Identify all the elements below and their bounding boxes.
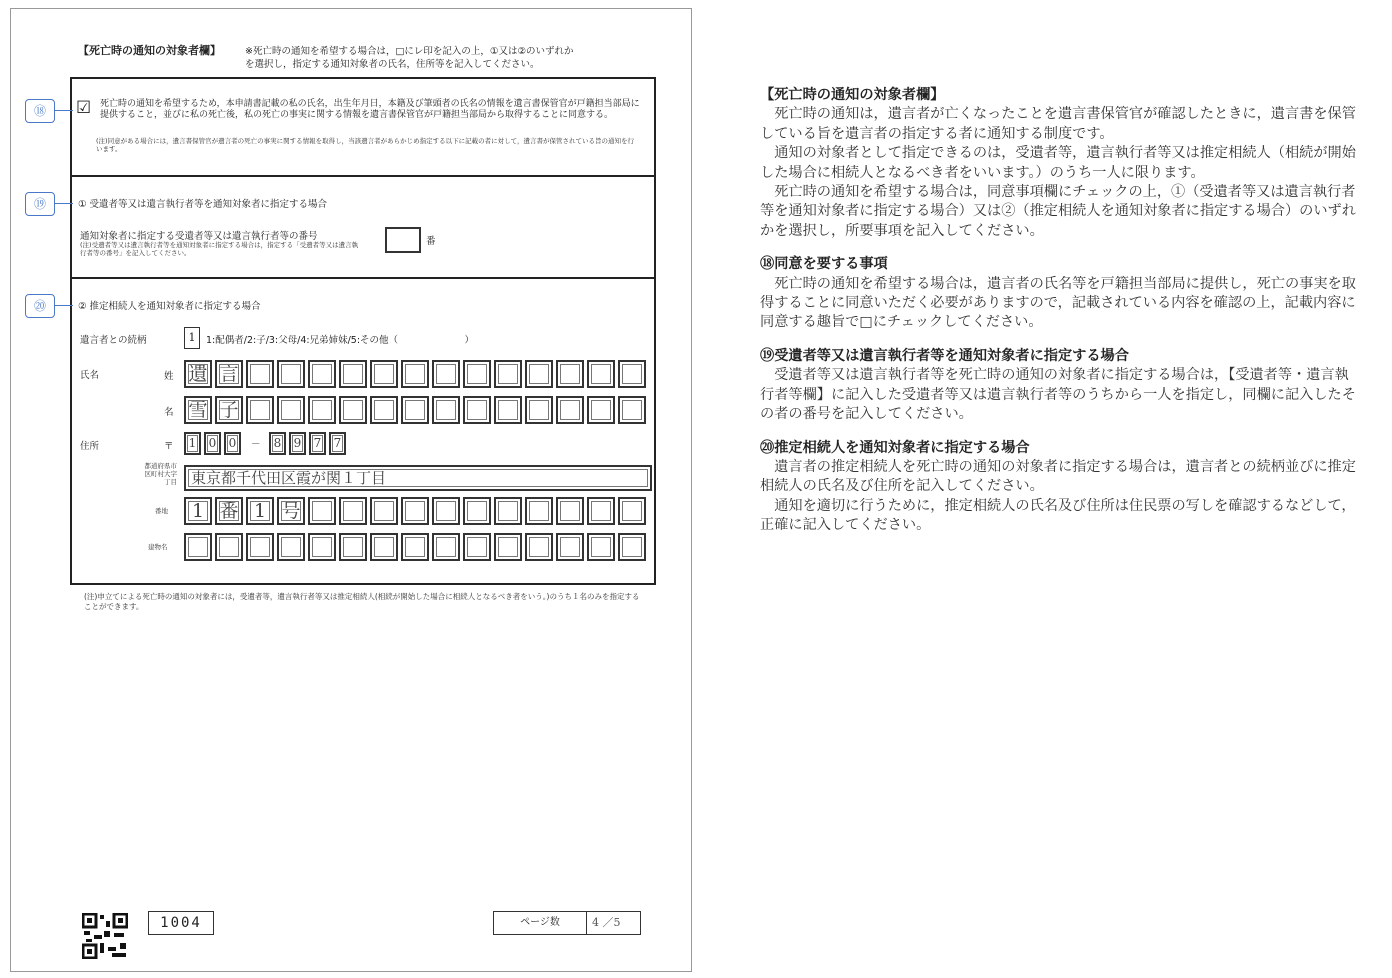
divider (70, 175, 654, 177)
banchi-cell[interactable] (525, 497, 553, 525)
recipient-number-input[interactable] (385, 227, 421, 253)
given-name-cell[interactable] (432, 396, 460, 424)
banchi-cell[interactable] (339, 497, 367, 525)
banchi-cell[interactable] (401, 497, 429, 525)
guide-paragraph: 死亡時の通知は，遺言者が亡くなったことを遺言書保管官が確認したときに，遺言書を保管している旨を遺言者の指定する者に通知する制度です。 (760, 106, 1356, 142)
banchi-cell[interactable] (432, 497, 460, 525)
postal-mark: 〒 (164, 441, 174, 452)
given-name-cell[interactable] (494, 396, 522, 424)
surname-cell[interactable] (432, 360, 460, 388)
given-name-cell[interactable] (370, 396, 398, 424)
banchi-cell[interactable]: 番 (215, 497, 243, 525)
given-name-cell[interactable] (246, 396, 274, 424)
surname-cell[interactable]: 遺 (184, 360, 212, 388)
form-header-note-2: を選択し，指定する通知対象者の氏名，住所等を記入してください。 (245, 59, 540, 70)
postal-code-second-cell[interactable]: 8 (269, 432, 286, 455)
form-code-number: 1004 (148, 911, 214, 935)
banchi-cell[interactable] (618, 497, 646, 525)
given-name-cell[interactable] (401, 396, 429, 424)
building-cell[interactable] (308, 533, 336, 561)
guide-title: 【死亡時の通知の対象者欄】 (760, 87, 945, 103)
page-count-label: ページ数 (494, 912, 587, 934)
prefecture-input[interactable]: 東京都千代田区霞が関１丁目 (184, 465, 652, 491)
banchi-cell[interactable]: 1 (246, 497, 274, 525)
form-header-title: 【死亡時の通知の対象者欄】 (78, 44, 221, 57)
banchi-cell[interactable]: 1 (184, 497, 212, 525)
badge-19: ⑲ (25, 192, 55, 216)
number-suffix: 番 (426, 236, 436, 247)
given-name-label: 名 (164, 407, 174, 418)
guide-s20-text-2: 通知を適切に行うために，推定相続人の氏名及び住所は住民票の写しを確認するなどして，正確に記入してください。 (760, 497, 1356, 534)
banchi-cell[interactable] (463, 497, 491, 525)
given-name-cell[interactable] (525, 396, 553, 424)
consent-checkbox[interactable]: ☑ (76, 98, 92, 118)
building-cell[interactable] (246, 533, 274, 561)
building-label: 建物名 (148, 543, 168, 551)
section-20-title: ② 推定相続人を通知対象者に指定する場合 (78, 301, 261, 312)
surname-label: 姓 (164, 371, 174, 382)
guide-s19-text: 受遺者等又は遺言執行者等を死亡時の通知の対象者に指定する場合は，【受遺者等・遺言執行者等欄】に記入した受遺者等又は遺言執行者等のうちから一人を指定し，同欄に記入したその者の番号を記入してください。 (760, 367, 1356, 423)
badge-20: ⑳ (25, 294, 55, 318)
building-cell[interactable] (494, 533, 522, 561)
postal-code-first-cell[interactable]: 0 (204, 432, 221, 455)
surname-cell[interactable] (339, 360, 367, 388)
guide-paragraph: 通知の対象者として指定できるのは，受遺者等，遺言執行者等又は推定相続人（相続が開始した場合に相続人となるべき者をいいます。）のうち一人に限ります。 (760, 145, 1356, 181)
postal-code-second-cell[interactable]: 7 (329, 432, 346, 455)
building-cell[interactable] (432, 533, 460, 561)
postal-code-first-cell[interactable]: 0 (224, 432, 241, 455)
building-cell[interactable] (401, 533, 429, 561)
relation-options: 1:配偶者/2:子/3:父母/4:兄弟姉妹/5:その他（ ） (206, 335, 475, 346)
building-cell[interactable] (184, 533, 212, 561)
building-cell[interactable] (277, 533, 305, 561)
banchi-cell[interactable] (494, 497, 522, 525)
section-19-title: ① 受遺者等又は遺言執行者等を通知対象者に指定する場合 (78, 199, 328, 210)
given-name-cell[interactable] (463, 396, 491, 424)
guide-s20-title: ⑳推定相続人を通知対象者に指定する場合 (760, 439, 1030, 456)
recipient-number-label: 通知対象者に指定する受遺者等又は遺言執行者等の番号 (80, 231, 318, 242)
guide-s18-title: ⑱同意を要する事項 (760, 256, 888, 273)
relation-input[interactable]: 1 (184, 327, 200, 349)
postal-code-first-cell[interactable]: 1 (184, 432, 201, 455)
building-cell[interactable] (215, 533, 243, 561)
given-name-cell[interactable]: 雪 (184, 396, 212, 424)
surname-cell[interactable] (556, 360, 584, 388)
page-count-box (493, 911, 641, 935)
consent-text: 死亡時の通知を希望するため，本申請書記載の私の氏名，出生年月日，本籍及び筆頭者の氏名の情報を遺言書保管官が戸籍担当部局に提供すること，並びに私の死亡後，私の死亡の事実に関する情報を遺言書保管官が戸籍担当部局から取得することに同意する。 (100, 99, 640, 120)
building-cell[interactable] (525, 533, 553, 561)
surname-cell[interactable] (370, 360, 398, 388)
surname-cell[interactable]: 言 (215, 360, 243, 388)
address-label: 住所 (80, 441, 100, 452)
relation-label: 遺言者との続柄 (80, 335, 147, 346)
name-label: 氏名 (80, 370, 100, 381)
qr-code-icon (82, 913, 128, 959)
guide-s19-title: ⑲受遺者等又は遺言執行者等を通知対象者に指定する場合 (760, 347, 1129, 364)
prefecture-label: 都道府県市区町村大字丁目 (144, 462, 177, 486)
guide-paragraph: 死亡時の通知を希望する場合は，同意事項欄にチェックの上，①（受遺者等又は遺言執行者等を通知対象者に指定する場合）又は②（推定相続人を通知対象者に指定する場合）のいずれかを選択し，所要事項を記入してください。 (760, 184, 1356, 239)
consent-note: (注)同意がある場合には，遺言書保管官が遺言者の死亡の事実に関する情報を取得し，当該遺言者があらかじめ指定する以下に記載の者に対して，遺言書が保管されている旨の通知を行います。 (96, 137, 634, 153)
building-cell[interactable] (463, 533, 491, 561)
building-cell[interactable] (618, 533, 646, 561)
banchi-cell[interactable] (370, 497, 398, 525)
page-count-value: 4 ／5 (592, 916, 621, 929)
recipient-number-note: (注)受遺者等又は遺言執行者等を通知対象者に指定する場合は，指定する「受遺者等又は遺言執行者等の番号」を記入してください。 (80, 241, 359, 257)
given-name-cell[interactable] (277, 396, 305, 424)
surname-cell[interactable] (401, 360, 429, 388)
given-name-cell[interactable] (308, 396, 336, 424)
form-header-note-1: ※死亡時の通知を希望する場合は，□にレ印を記入の上，①又は②のいずれか (245, 46, 574, 57)
divider (70, 277, 654, 279)
guide-text (760, 86, 1356, 536)
postal-code-second-cell[interactable]: 7 (309, 432, 326, 455)
surname-cell[interactable] (308, 360, 336, 388)
building-cell[interactable] (370, 533, 398, 561)
surname-cell[interactable] (246, 360, 274, 388)
surname-cell[interactable] (587, 360, 615, 388)
surname-cell[interactable] (277, 360, 305, 388)
building-cell[interactable] (339, 533, 367, 561)
postal-code-second-cell[interactable]: 9 (289, 432, 306, 455)
building-cell[interactable] (556, 533, 584, 561)
connector-line (55, 305, 73, 306)
given-name-cell[interactable] (556, 396, 584, 424)
building-cell[interactable] (587, 533, 615, 561)
banchi-cell[interactable]: 号 (277, 497, 305, 525)
connector-line (55, 110, 73, 111)
banchi-label: 番地 (155, 507, 168, 515)
footnote: (注)申立てによる死亡時の通知の対象者には，受遺者等，遺言執行者等又は推定相続人(相続が開始した場合に相続人となるべき者をいう。)のうち１名のみを指定することができます。 (84, 592, 640, 611)
surname-cell[interactable] (494, 360, 522, 388)
banchi-cell[interactable] (556, 497, 584, 525)
surname-cell[interactable] (525, 360, 553, 388)
surname-cell[interactable] (463, 360, 491, 388)
surname-cell[interactable] (618, 360, 646, 388)
guide-s18-text: 死亡時の通知を希望する場合は，遺言者の氏名等を戸籍担当部局に提供し，死亡の事実を取得することに同意いただく必要がありますので，記載されている内容を確認の上，記載内容に同意する趣旨で□にチェックしてください。 (760, 275, 1356, 331)
postal-dash: － (251, 439, 261, 450)
given-name-cell[interactable]: 子 (215, 396, 243, 424)
banchi-cell[interactable] (308, 497, 336, 525)
given-name-cell[interactable] (339, 396, 367, 424)
guide-s20-text-1: 遺言者の推定相続人を死亡時の通知の対象者に指定する場合は，遺言者との続柄並びに推定相続人の氏名及び住所を記入してください。 (760, 458, 1356, 495)
given-name-cell[interactable] (618, 396, 646, 424)
connector-line (55, 203, 73, 204)
given-name-cell[interactable] (587, 396, 615, 424)
banchi-cell[interactable] (587, 497, 615, 525)
badge-18: ⑱ (25, 99, 55, 123)
